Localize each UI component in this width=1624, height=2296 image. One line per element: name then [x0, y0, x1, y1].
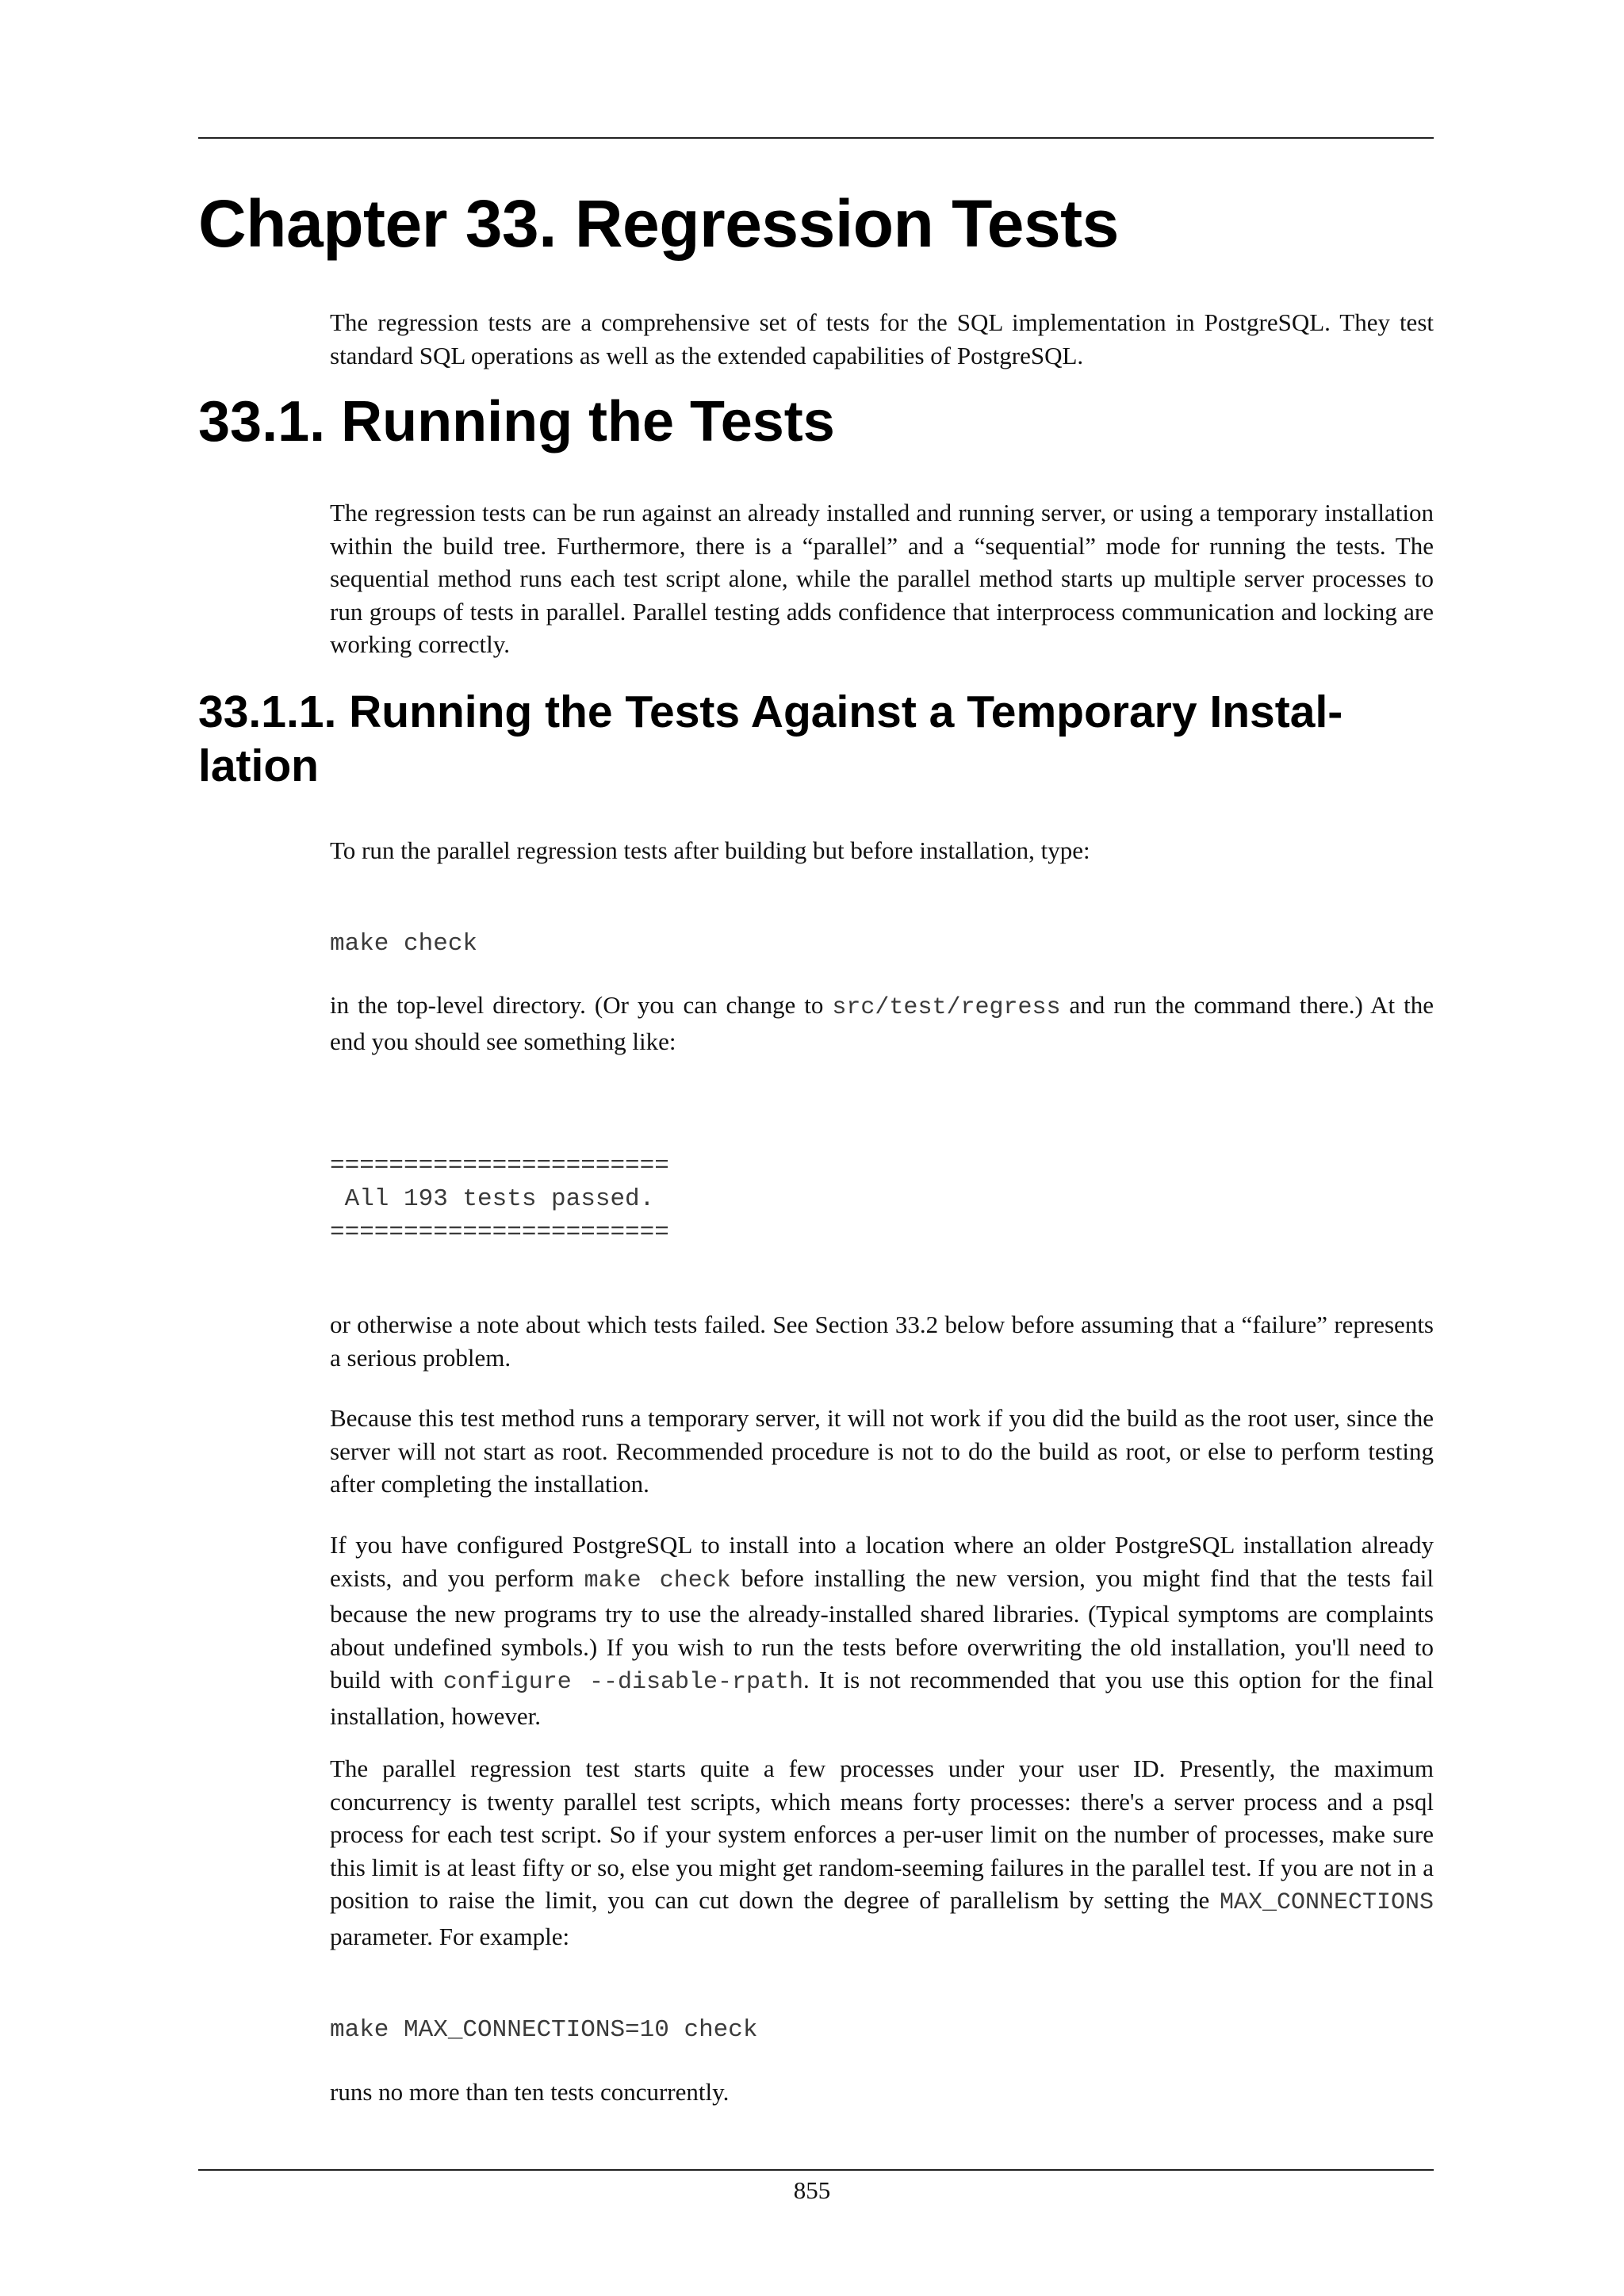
max-connections-inline-code: MAX_CONNECTIONS: [1219, 1889, 1434, 1916]
subsection-title: [198, 685, 1435, 793]
parallel-text-2: parameter. For example:: [330, 1922, 570, 1950]
make-check-inline-code: make check: [584, 1567, 731, 1594]
section-paragraph: The regression tests can be run against an already installed and running server, or using a temporary installation within the build tree. Furthermore, there is a “parallel” and a “sequential” mode for running the tests. The sequential method runs each test script alone, while the parallel method starts up multiple server processes to run groups of tests in parallel. Parallel testing adds confidence that interprocess communication and locking are working correctly.: [330, 499, 1434, 658]
subsection-title-line2: lation: [198, 740, 319, 791]
configure-disable-rpath-code: configure --disable-rpath: [442, 1669, 803, 1696]
toplevel-text-before: in the top-level directory. (Or you can change to: [330, 991, 833, 1019]
top-rule: [198, 137, 1434, 139]
test-result-block: ======================= All 193 tests passed. =======================: [330, 1152, 669, 1246]
parallel-text-1: The parallel regression test starts quite a few processes under your user ID. Presently, the maximum concurrency is twenty parallel test scripts, which means forty processes: there's a server process and a psql process for each test script. So if your system enforces a per-user limit on the number of processes, make sure this limit is at least fifty or so, else you might get random-seeming failures in the parallel test. If you are not in a position to raise the limit, you can cut down the degree of parallelism by setting the: [330, 1755, 1434, 1914]
root-paragraph: Because this test method runs a temporary server, it will not work if you did the build as the root user, since the server will not start as root. Recommended procedure is not to do the build as root, or else to perform testing after completing the installation.: [330, 1404, 1434, 1498]
bottom-rule: [198, 2169, 1434, 2171]
parallel-paragraph: [330, 1752, 1434, 1953]
section-title: 33.1. Running the Tests: [198, 390, 835, 453]
subsection-title-line1: 33.1.1. Running the Tests Against a Temporary Instal-: [198, 687, 1343, 737]
code-make-check: make check: [330, 930, 478, 958]
regress-dir-code: src/test/regress: [832, 994, 1061, 1021]
failed-paragraph: or otherwise a note about which tests failed. See Section 33.2 below before assuming that a “failure” represents a serious problem.: [330, 1311, 1434, 1372]
toplevel-text-after: and run the command there.) At the end you should see something like:: [330, 991, 1434, 1055]
configured-text-3: . It is not recommended that you use this option for the final installation, however.: [330, 1666, 1434, 1730]
configured-text-1: If you have configured PostgreSQL to install into a location where an older PostgreSQL installation already exists, and you perform: [330, 1531, 1434, 1592]
page-number: 855: [793, 2176, 831, 2204]
configured-paragraph: [330, 1529, 1434, 1732]
runs-paragraph: runs no more than ten tests concurrently.: [330, 2078, 730, 2106]
intro-paragraph: The regression tests are a comprehensive set of tests for the SQL implementation in PostgreSQL. They test standard SQL operations as well as the extended capabilities of PostgreSQL.: [330, 308, 1434, 369]
run-type-paragraph: To run the parallel regression tests after building but before installation, type:: [330, 836, 1090, 864]
configured-text-2: before installing the new version, you might find that the tests fail because the new programs try to use the already-installed shared libraries. (Typical symptoms are complaints about undefined symbols.) If you wish to run the tests before overwriting the old installation, you'll need to build with: [330, 1563, 1434, 1693]
toplevel-paragraph: [330, 989, 1434, 1058]
code-max-connections: make MAX_CONNECTIONS=10 check: [330, 2016, 758, 2044]
chapter-title: Chapter 33. Regression Tests: [198, 186, 1119, 261]
